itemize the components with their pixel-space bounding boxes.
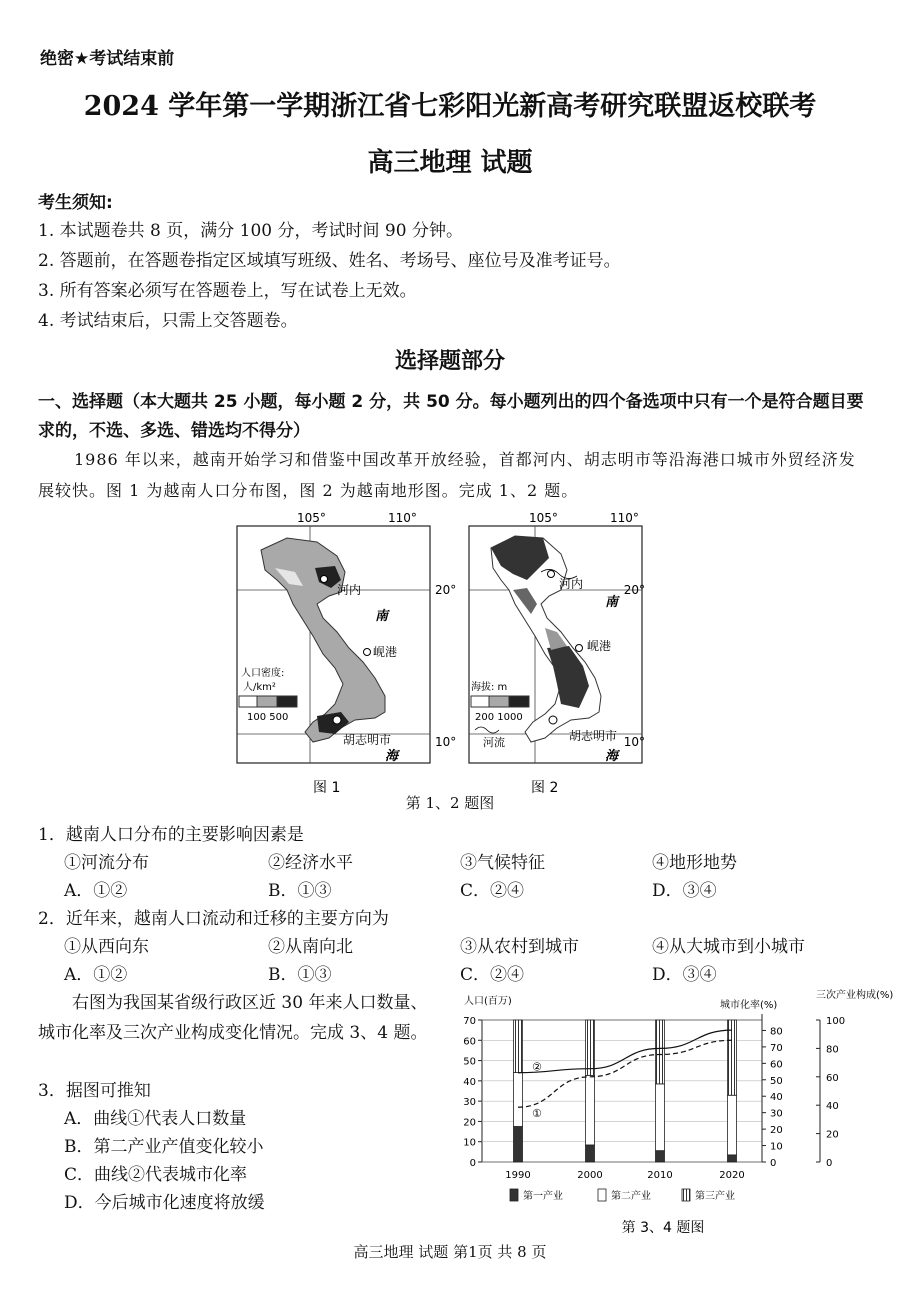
- population-map: [237, 526, 430, 763]
- curve-1: [518, 1040, 732, 1107]
- q2-option-a[interactable]: A．①②: [64, 965, 128, 985]
- industry-bar-3: [514, 1020, 523, 1073]
- mid-tick-label: 10: [770, 1141, 783, 1153]
- mid-tick-label: 30: [770, 1108, 783, 1120]
- q1-option-c[interactable]: C．②④: [460, 881, 525, 901]
- legend-title: 海拔: m: [471, 682, 508, 693]
- industry-bar-3: [586, 1020, 595, 1075]
- q3-option-b[interactable]: B．第二产业产值变化较小: [64, 1137, 264, 1157]
- left-tick-label: 30: [463, 1097, 476, 1109]
- legend-values: 100 500: [247, 712, 289, 723]
- question-1-stem: 1．越南人口分布的主要影响因素是: [38, 825, 304, 845]
- q3-option-a[interactable]: A．曲线①代表人口数量: [64, 1109, 247, 1129]
- q2-option-c[interactable]: C．②④: [460, 965, 525, 985]
- figure-caption: 图 1: [313, 780, 341, 796]
- city-label-danang: 岘港: [587, 639, 612, 653]
- curve-2: [518, 1030, 732, 1073]
- city-label-hanoi: 河内: [559, 577, 584, 591]
- legend-title: 人口密度:: [241, 668, 285, 679]
- left-tick-label: 70: [463, 1016, 476, 1027]
- q2-item: ③从农村到城市: [460, 937, 579, 957]
- vietnam-maps-figure: [225, 508, 655, 810]
- mid-tick-label: 20: [770, 1125, 783, 1137]
- mid-tick-label: 50: [770, 1075, 783, 1087]
- left-tick-label: 20: [463, 1117, 476, 1129]
- sea-label: 南: [605, 595, 619, 610]
- city-label-hcmc: 胡志明市: [569, 729, 618, 743]
- q1-option-b[interactable]: B．①③: [268, 881, 332, 901]
- industry-bar-1: [728, 1155, 737, 1162]
- note-item: 4. 考试结束后，只需上交答题卷。: [38, 311, 298, 331]
- left-tick-label: 10: [463, 1137, 476, 1149]
- legend-river: 河流: [483, 736, 505, 749]
- curve-label: ②: [532, 1060, 542, 1074]
- city-label-hcmc: 胡志明市: [343, 733, 392, 747]
- legend-label: 第一产业: [523, 1191, 563, 1202]
- maps-group-caption: 第 1、2 题图: [405, 794, 495, 812]
- right-tick-label: 60: [826, 1072, 839, 1084]
- sea-label: 海: [605, 749, 619, 764]
- sea-label: 南: [375, 609, 389, 624]
- industry-bar-3: [656, 1020, 665, 1084]
- q3-option-c[interactable]: C．曲线②代表城市化率: [64, 1165, 248, 1185]
- latitude-label: 10°: [623, 735, 645, 749]
- legend-values: 200 1000: [475, 712, 523, 723]
- industry-bar-1: [514, 1127, 523, 1163]
- industry-bar-1: [586, 1145, 595, 1162]
- right-tick-label: 100: [826, 1016, 846, 1027]
- section-title: 选择题部分: [394, 348, 505, 374]
- city-label-hanoi: 河内: [337, 583, 362, 597]
- q1-item: ②经济水平: [268, 853, 353, 873]
- left-tick-label: 40: [463, 1076, 476, 1088]
- legend-label: 第二产业: [611, 1191, 651, 1202]
- note-item: 2. 答题前，在答题卷指定区域填写班级、姓名、考场号、座位号及准考证号。: [38, 251, 621, 271]
- longitude-label: 105°: [529, 511, 558, 525]
- q1-item: ①河流分布: [64, 853, 149, 873]
- left-tick-label: 0: [469, 1158, 476, 1169]
- q2-item: ②从南向北: [268, 937, 353, 957]
- mid-axis-title: 城市化率(%): [720, 1000, 778, 1011]
- q2-item: ①从西向东: [64, 937, 149, 957]
- q3-option-d[interactable]: D．今后城市化速度将放缓: [64, 1193, 265, 1213]
- right-tick-label: 20: [826, 1129, 839, 1141]
- section-instruction: 一、选择题（本大题共 25 小题，每小题 2 分，共 50 分。每小题列出的四个备选项中只有一个是符合题目要求的，不选、多选、错选均不得分）: [38, 392, 864, 441]
- mid-tick-label: 70: [770, 1042, 783, 1054]
- mid-tick-label: 80: [770, 1026, 783, 1038]
- right-tick-label: 80: [826, 1044, 839, 1056]
- city-label-danang: 岘港: [373, 645, 398, 659]
- figure-caption: 图 2: [531, 780, 559, 796]
- latitude-label: 20°: [623, 583, 645, 597]
- passage-1: 1986 年以来，越南开始学习和借鉴中国改革开放经验，首都河内、胡志明市等沿海港口城市外贸经济发展较快。图 1 为越南人口分布图，图 2 为越南地形图。完成 1、2 题。: [38, 450, 856, 500]
- passage-2: 右图为我国某省级行政区近 30 年来人口数量、城市化率及三次产业构成变化情况。完成 3、4 题。: [38, 993, 428, 1043]
- q1-item: ③气候特征: [460, 853, 545, 873]
- longitude-label: 105°: [297, 511, 326, 525]
- curve-label: ①: [532, 1107, 542, 1121]
- question-2-stem: 2．近年来，越南人口流动和迁移的主要方向为: [38, 909, 389, 929]
- right-tick-label: 40: [826, 1101, 839, 1113]
- q1-option-d[interactable]: D．③④: [652, 881, 717, 901]
- legend-swatch: [510, 1189, 518, 1201]
- right-tick-label: 0: [826, 1158, 833, 1169]
- q1-item: ④地形地势: [652, 853, 737, 873]
- note-item: 3. 所有答案必须写在答题卷上，写在试卷上无效。: [38, 281, 417, 301]
- exam-subtitle: 高三地理 试题: [367, 148, 533, 178]
- exam-title: 2024 学年第一学期浙江省七彩阳光新高考研究联盟返校联考: [83, 91, 817, 122]
- right-axis-title: 三次产业构成(%): [816, 990, 894, 1001]
- longitude-label: 110°: [610, 511, 639, 525]
- terrain-map: [469, 526, 642, 763]
- note-item: 1. 本试题卷共 8 页，满分 100 分，考试时间 90 分钟。: [38, 221, 463, 241]
- x-tick-label: 2000: [577, 1170, 603, 1181]
- latitude-label: 20°: [435, 583, 457, 597]
- mid-tick-label: 60: [770, 1059, 783, 1071]
- population-urbanization-chart: [448, 986, 894, 1238]
- industry-bar-2: [586, 1075, 595, 1145]
- mid-tick-label: 0: [770, 1158, 777, 1169]
- notes-heading: 考生须知:: [38, 193, 113, 213]
- left-axis-title: 人口(百万): [464, 996, 512, 1007]
- industry-bar-2: [728, 1095, 737, 1155]
- left-tick-label: 60: [463, 1036, 476, 1048]
- x-tick-label: 1990: [505, 1170, 531, 1181]
- latitude-label: 10°: [435, 735, 457, 749]
- longitude-label: 110°: [388, 511, 417, 525]
- question-3-stem: 3．据图可推知: [38, 1081, 151, 1101]
- industry-bar-2: [656, 1084, 665, 1151]
- q2-option-b[interactable]: B．①③: [268, 965, 332, 985]
- q2-option-d[interactable]: D．③④: [652, 965, 717, 985]
- industry-bar-3: [728, 1020, 737, 1095]
- legend-swatch: [682, 1189, 690, 1201]
- industry-bar-2: [514, 1073, 523, 1127]
- left-tick-label: 50: [463, 1056, 476, 1068]
- x-tick-label: 2010: [647, 1170, 673, 1181]
- industry-bar-1: [656, 1151, 665, 1162]
- sea-label: 海: [385, 749, 399, 764]
- confidential-mark: 绝密★考试结束前: [40, 49, 175, 69]
- q2-item: ④从大城市到小城市: [652, 937, 805, 957]
- legend-label: 第三产业: [695, 1191, 735, 1202]
- q1-option-a[interactable]: A．①②: [64, 881, 128, 901]
- chart-caption: 第 3、4 题图: [621, 1220, 705, 1236]
- legend-unit: 人/km²: [243, 682, 276, 693]
- x-tick-label: 2020: [719, 1170, 745, 1181]
- legend-swatch: [598, 1189, 606, 1201]
- page-footer: 高三地理 试题 第1页 共 8 页: [353, 1243, 547, 1261]
- mid-tick-label: 40: [770, 1092, 783, 1104]
